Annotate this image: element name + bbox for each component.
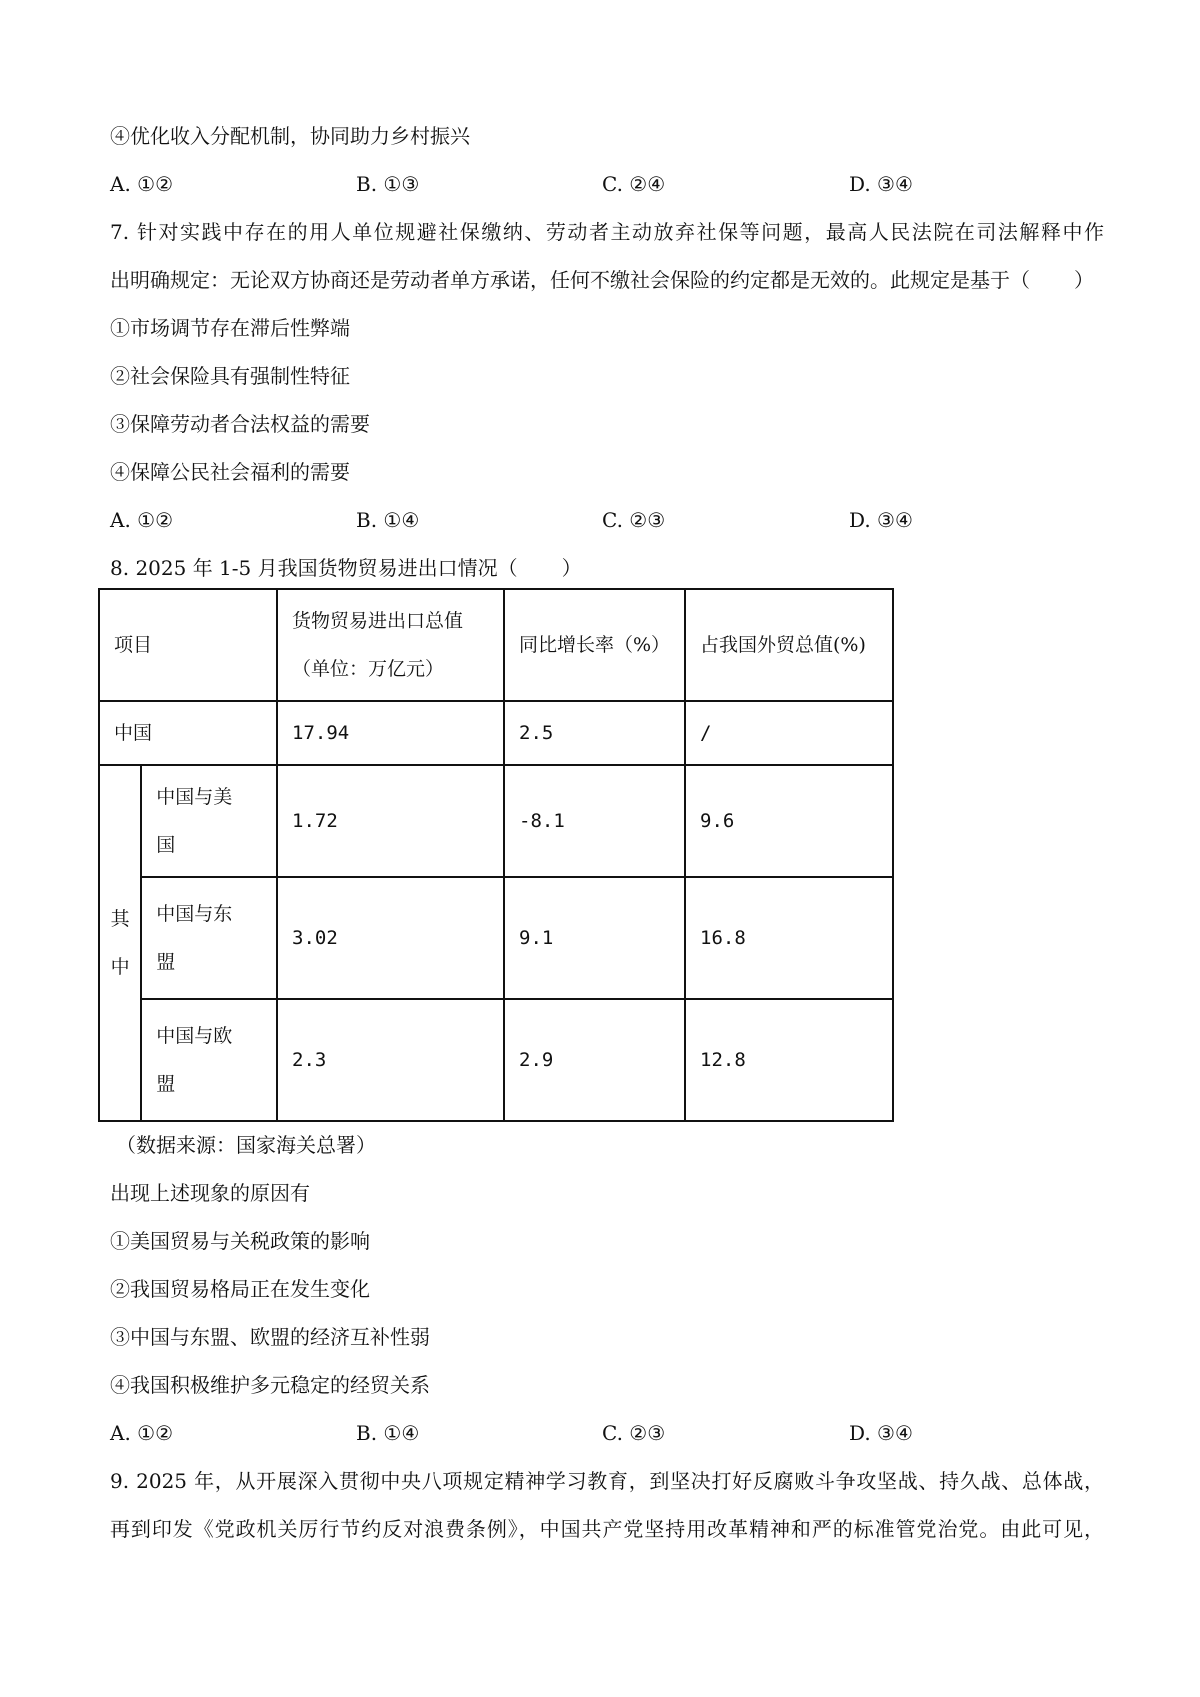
group-label xyxy=(99,765,141,1121)
q7-stem-line-2 xyxy=(110,266,1094,294)
q8-option-d[interactable]: D. ③④ xyxy=(849,1421,913,1445)
q9-stem-line-1: 9. 2025 年，从开展深入贯彻中央八项规定精神学习教育，到坚决打好反腐败斗争攻坚战、持久战、总体战， xyxy=(110,1469,1104,1493)
row-us-name-line-2: 国 xyxy=(156,834,176,856)
row-asean-rate: 9.1 xyxy=(504,877,685,999)
group-label-line-2: 中 xyxy=(110,956,130,978)
row-us-rate: -8.1 xyxy=(504,765,685,877)
q7-option-b[interactable]: B. ①④ xyxy=(356,508,420,532)
row-eu-share: 12.8 xyxy=(685,999,893,1121)
table-row xyxy=(99,701,893,765)
header-value-line-1: 货物贸易进出口总值 xyxy=(292,610,464,632)
q6-item-4: ④优化收入分配机制，协同助力乡村振兴 xyxy=(110,124,470,148)
row-us-value: 1.72 xyxy=(277,765,504,877)
table-row xyxy=(99,877,893,999)
q7-option-a[interactable]: A. ①② xyxy=(110,508,174,532)
q8-option-c[interactable]: C. ②③ xyxy=(602,1421,666,1445)
q6-option-a[interactable]: A. ①② xyxy=(110,172,174,196)
row-china-value: 17.94 xyxy=(277,701,504,765)
row-us-share: 9.6 xyxy=(685,765,893,877)
row-us-name xyxy=(141,765,277,877)
row-china-name: 中国 xyxy=(99,701,277,765)
trade-table xyxy=(98,588,894,1122)
q7-item-1: ①市场调节存在滞后性弊端 xyxy=(110,316,350,340)
header-value-line-2: （单位：万亿元） xyxy=(292,658,445,680)
q8-item-2: ②我国贸易格局正在发生变化 xyxy=(110,1277,370,1301)
q8-title: 8. 2025 年 1-5 月我国货物贸易进出口情况（ xyxy=(110,556,518,580)
q6-option-c[interactable]: C. ②④ xyxy=(602,172,666,196)
header-value xyxy=(277,589,504,701)
row-eu-name xyxy=(141,999,277,1121)
header-project: 项目 xyxy=(99,589,277,701)
table-row xyxy=(99,999,893,1121)
row-eu-name-line-1: 中国与欧 xyxy=(156,1025,233,1047)
q7-item-4: ④保障公民社会福利的需要 xyxy=(110,460,350,484)
q8-stem xyxy=(110,554,582,582)
q6-option-b[interactable]: B. ①③ xyxy=(356,172,420,196)
row-china-share: / xyxy=(685,701,893,765)
q8-item-1: ①美国贸易与关税政策的影响 xyxy=(110,1229,370,1253)
q9-stem-line-2: 再到印发《党政机关厉行节约反对浪费条例》，中国共产党坚持用改革精神和严的标准管党治党。由此可见， xyxy=(110,1517,1104,1541)
row-eu-name-line-2: 盟 xyxy=(156,1073,176,1095)
row-asean-name xyxy=(141,877,277,999)
row-us-name-line-1: 中国与美 xyxy=(156,786,233,808)
q7-item-3: ③保障劳动者合法权益的需要 xyxy=(110,412,370,436)
q8-option-a[interactable]: A. ①② xyxy=(110,1421,174,1445)
row-asean-name-line-2: 盟 xyxy=(156,951,176,973)
row-asean-share: 16.8 xyxy=(685,877,893,999)
group-label-line-1: 其 xyxy=(110,908,130,930)
q7-stem-line-1: 7. 针对实践中存在的用人单位规避社保缴纳、劳动者主动放弃社保等问题，最高人民法院在司法解释中作 xyxy=(110,220,1104,244)
q7-paren-close: ） xyxy=(1074,268,1094,292)
row-china-rate: 2.5 xyxy=(504,701,685,765)
table-header-row xyxy=(99,589,893,701)
q8-paren-close: ） xyxy=(561,556,582,580)
q8-reason-intro: 出现上述现象的原因有 xyxy=(110,1181,310,1205)
q7-item-2: ②社会保险具有强制性特征 xyxy=(110,364,350,388)
q8-item-4: ④我国积极维护多元稳定的经贸关系 xyxy=(110,1373,430,1397)
q7-option-c[interactable]: C. ②③ xyxy=(602,508,666,532)
row-asean-value: 3.02 xyxy=(277,877,504,999)
q6-option-d[interactable]: D. ③④ xyxy=(849,172,913,196)
q8-item-3: ③中国与东盟、欧盟的经济互补性弱 xyxy=(110,1325,430,1349)
q8-data-source: （数据来源：国家海关总署） xyxy=(116,1133,376,1157)
header-share: 占我国外贸总值(%) xyxy=(685,589,893,701)
table-row xyxy=(99,765,893,877)
header-rate: 同比增长率（%） xyxy=(504,589,685,701)
q8-option-b[interactable]: B. ①④ xyxy=(356,1421,420,1445)
q7-option-d[interactable]: D. ③④ xyxy=(849,508,913,532)
row-eu-rate: 2.9 xyxy=(504,999,685,1121)
row-eu-value: 2.3 xyxy=(277,999,504,1121)
row-asean-name-line-1: 中国与东 xyxy=(156,903,233,925)
q7-stem-text: 出明确规定：无论双方协商还是劳动者单方承诺，任何不缴社会保险的约定都是无效的。此规定是基于（ xyxy=(110,268,1030,292)
